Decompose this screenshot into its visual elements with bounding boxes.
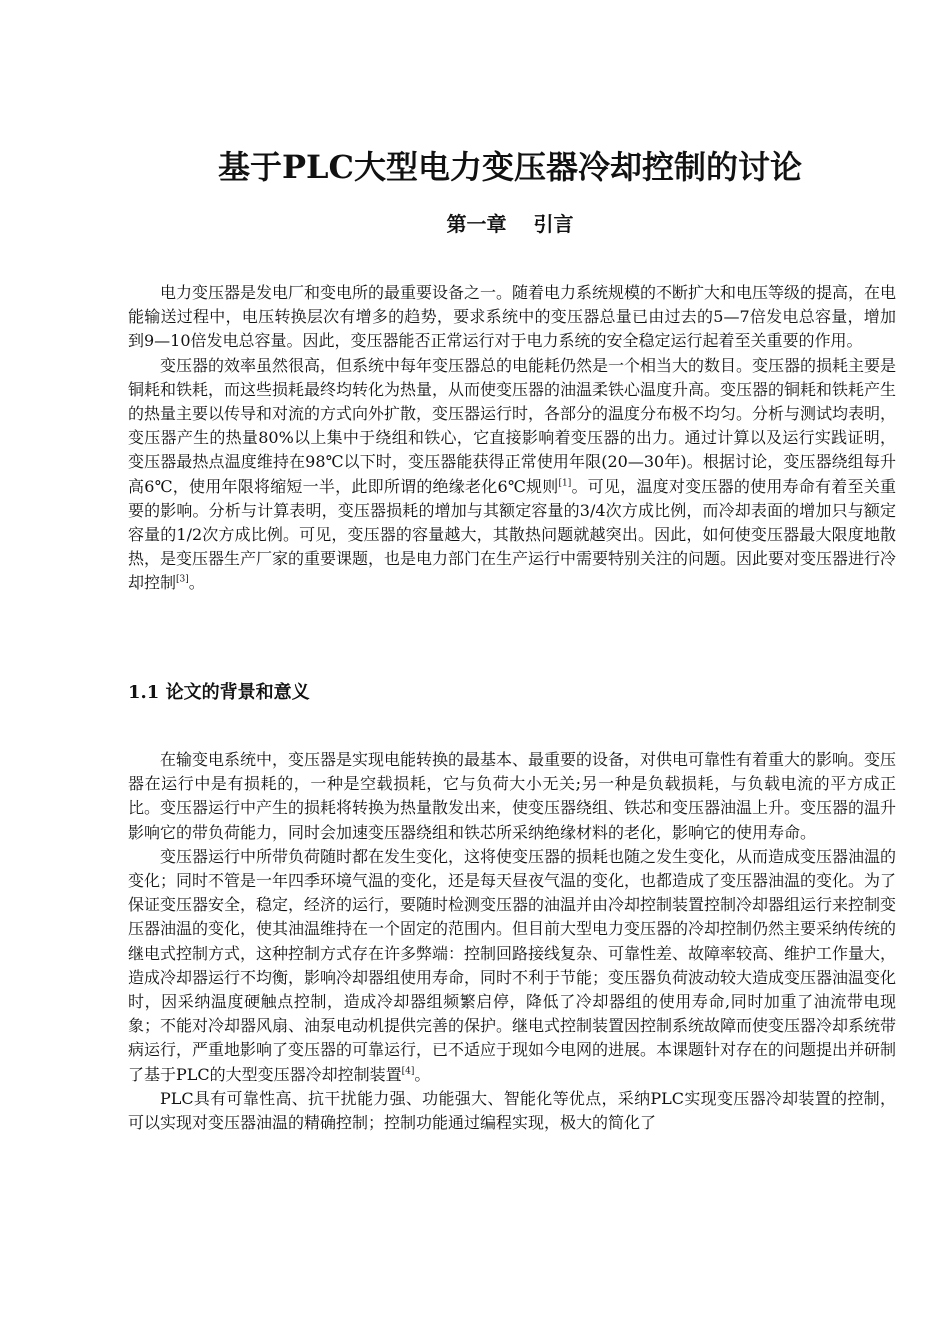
section-1-1-paragraph-2-text-b: 。 xyxy=(414,1064,431,1084)
intro-paragraph-2 xyxy=(128,354,896,596)
intro-paragraph-2-text-c: 。 xyxy=(188,573,205,593)
intro-section xyxy=(128,281,896,596)
section-heading-1-1: 1.1 论文的背景和意义 xyxy=(128,682,310,703)
section-1-1-paragraph-3: PLC具有可靠性高、抗干扰能力强、功能强大、智能化等优点，采纳PLC实现变压器冷却装置的控制，可以实现对变压器油温的精确控制；控制功能通过编程实现，极大的简化了 xyxy=(128,1088,896,1133)
intro-paragraph-2-text-a: 变压器的效率虽然很高，但系统中每年变压器总的电能耗仍然是一个相当大的数目。变压器的损耗主要是铜耗和铁耗，而这些损耗最终均转化为热量，从而使变压器的油温柔铁心温度升高。变压器的铜耗和铁耗产生的热量主要以传导和对流的方式向外扩散，变压器运行时，各部分的温度分布极不均匀。分析与测试均表明，变压器产生的热量80%以上集中于绕组和铁心，它直接影响着变压器的出力。通过计算以及运行实践证明，变压器最热点温度维持在98℃以下时，变压器能获得正常使用年限(20—30年)。根据讨论，变压器绕组每升高6℃，使用年限将缩短一半，此即所谓的绝缘老化6℃规则 xyxy=(128,355,897,496)
chapter-heading: 第一章 引言 xyxy=(446,212,574,236)
section-1-1-paragraph-2-text-a: 变压器运行中所带负荷随时都在发生变化，这将使变压器的损耗也随之发生变化，从而造成变压器油温的变化；同时不管是一年四季环境气温的变化，还是每天昼夜气温的变化，也都造成了变压器油温的变化。为了保证变压器安全，稳定，经济的运行，要随时检测变压器的油温并由冷却控制装置控制冷却器组运行来控制变压器油温的变化，使其油温维持在一个固定的范围内。但目前大型电力变压器的冷却控制仍然主要采纳传统的继电式控制方式，这种控制方式存在许多弊端：控制回路接线复杂、可靠性差、故障率较高、维护工作量大，造成冷却器运行不均衡，影响冷却器组使用寿命，同时不利于节能；变压器负荷波动较大造成变压器油温变化时，因采纳温度硬触点控制，造成冷却器组频繁启停，降低了冷却器组的使用寿命,同时加重了油流带电现象；不能对冷却器风扇、油泵电动机提供完善的保护。继电式控制装置因控制系统故障而使变压器冷却系统带病运行，严重地影响了变压器的可靠运行，已不适应于现如今电网的进展。本课题针对存在的问题提出并研制了基于PLC的大型变压器冷却控制装置 xyxy=(128,846,897,1084)
citation-1: [1] xyxy=(558,478,572,489)
document-title: 基于PLC大型电力变压器冷却控制的讨论 xyxy=(217,148,803,186)
section-1-1-paragraph-2 xyxy=(128,845,896,1087)
citation-4: [4] xyxy=(401,1066,415,1077)
intro-paragraph-2-text-b: 。可见，温度对变压器的使用寿命有着至关重要的影响。分析与计算表明，变压器损耗的增加与其额定容量的3/4次方成比例，而冷却表面的增加只与额定容量的1/2次方成比例。可见，变压器的容量越大，其散热问题就越突出。因此，如何使变压器最大限度地散热，是变压器生产厂家的重要课题，也是电力部门在生产运行中需要特别关注的问题。因此要对变压器进行冷却控制 xyxy=(128,476,897,593)
intro-paragraph-1: 电力变压器是发电厂和变电所的最重要设备之一。随着电力系统规模的不断扩大和电压等级的提高，在电能输送过程中，电压转换层次有增多的趋势，要求系统中的变压器总量已由过去的5—7倍发电总容量，增加到9—10倍发电总容量。因此，变压器能否正常运行对于电力系统的安全稳定运行起着至关重要的作用。 xyxy=(128,283,897,351)
section-1-1-body xyxy=(128,748,896,1135)
section-1-1-paragraph-1: 在输变电系统中，变压器是实现电能转换的最基本、最重要的设备，对供电可靠性有着重大的影响。变压器在运行中是有损耗的，一种是空载损耗，它与负荷大小无关;另一种是负载损耗，与负载电流的平方成正比。变压器运行中产生的损耗将转换为热量散发出来，使变压器绕组、铁芯和变压器油温上升。变压器的温升影响它的带负荷能力，同时会加速变压器绕组和铁芯所采纳绝缘材料的老化，影响它的使用寿命。 xyxy=(128,750,897,842)
citation-3: [3] xyxy=(176,575,189,586)
